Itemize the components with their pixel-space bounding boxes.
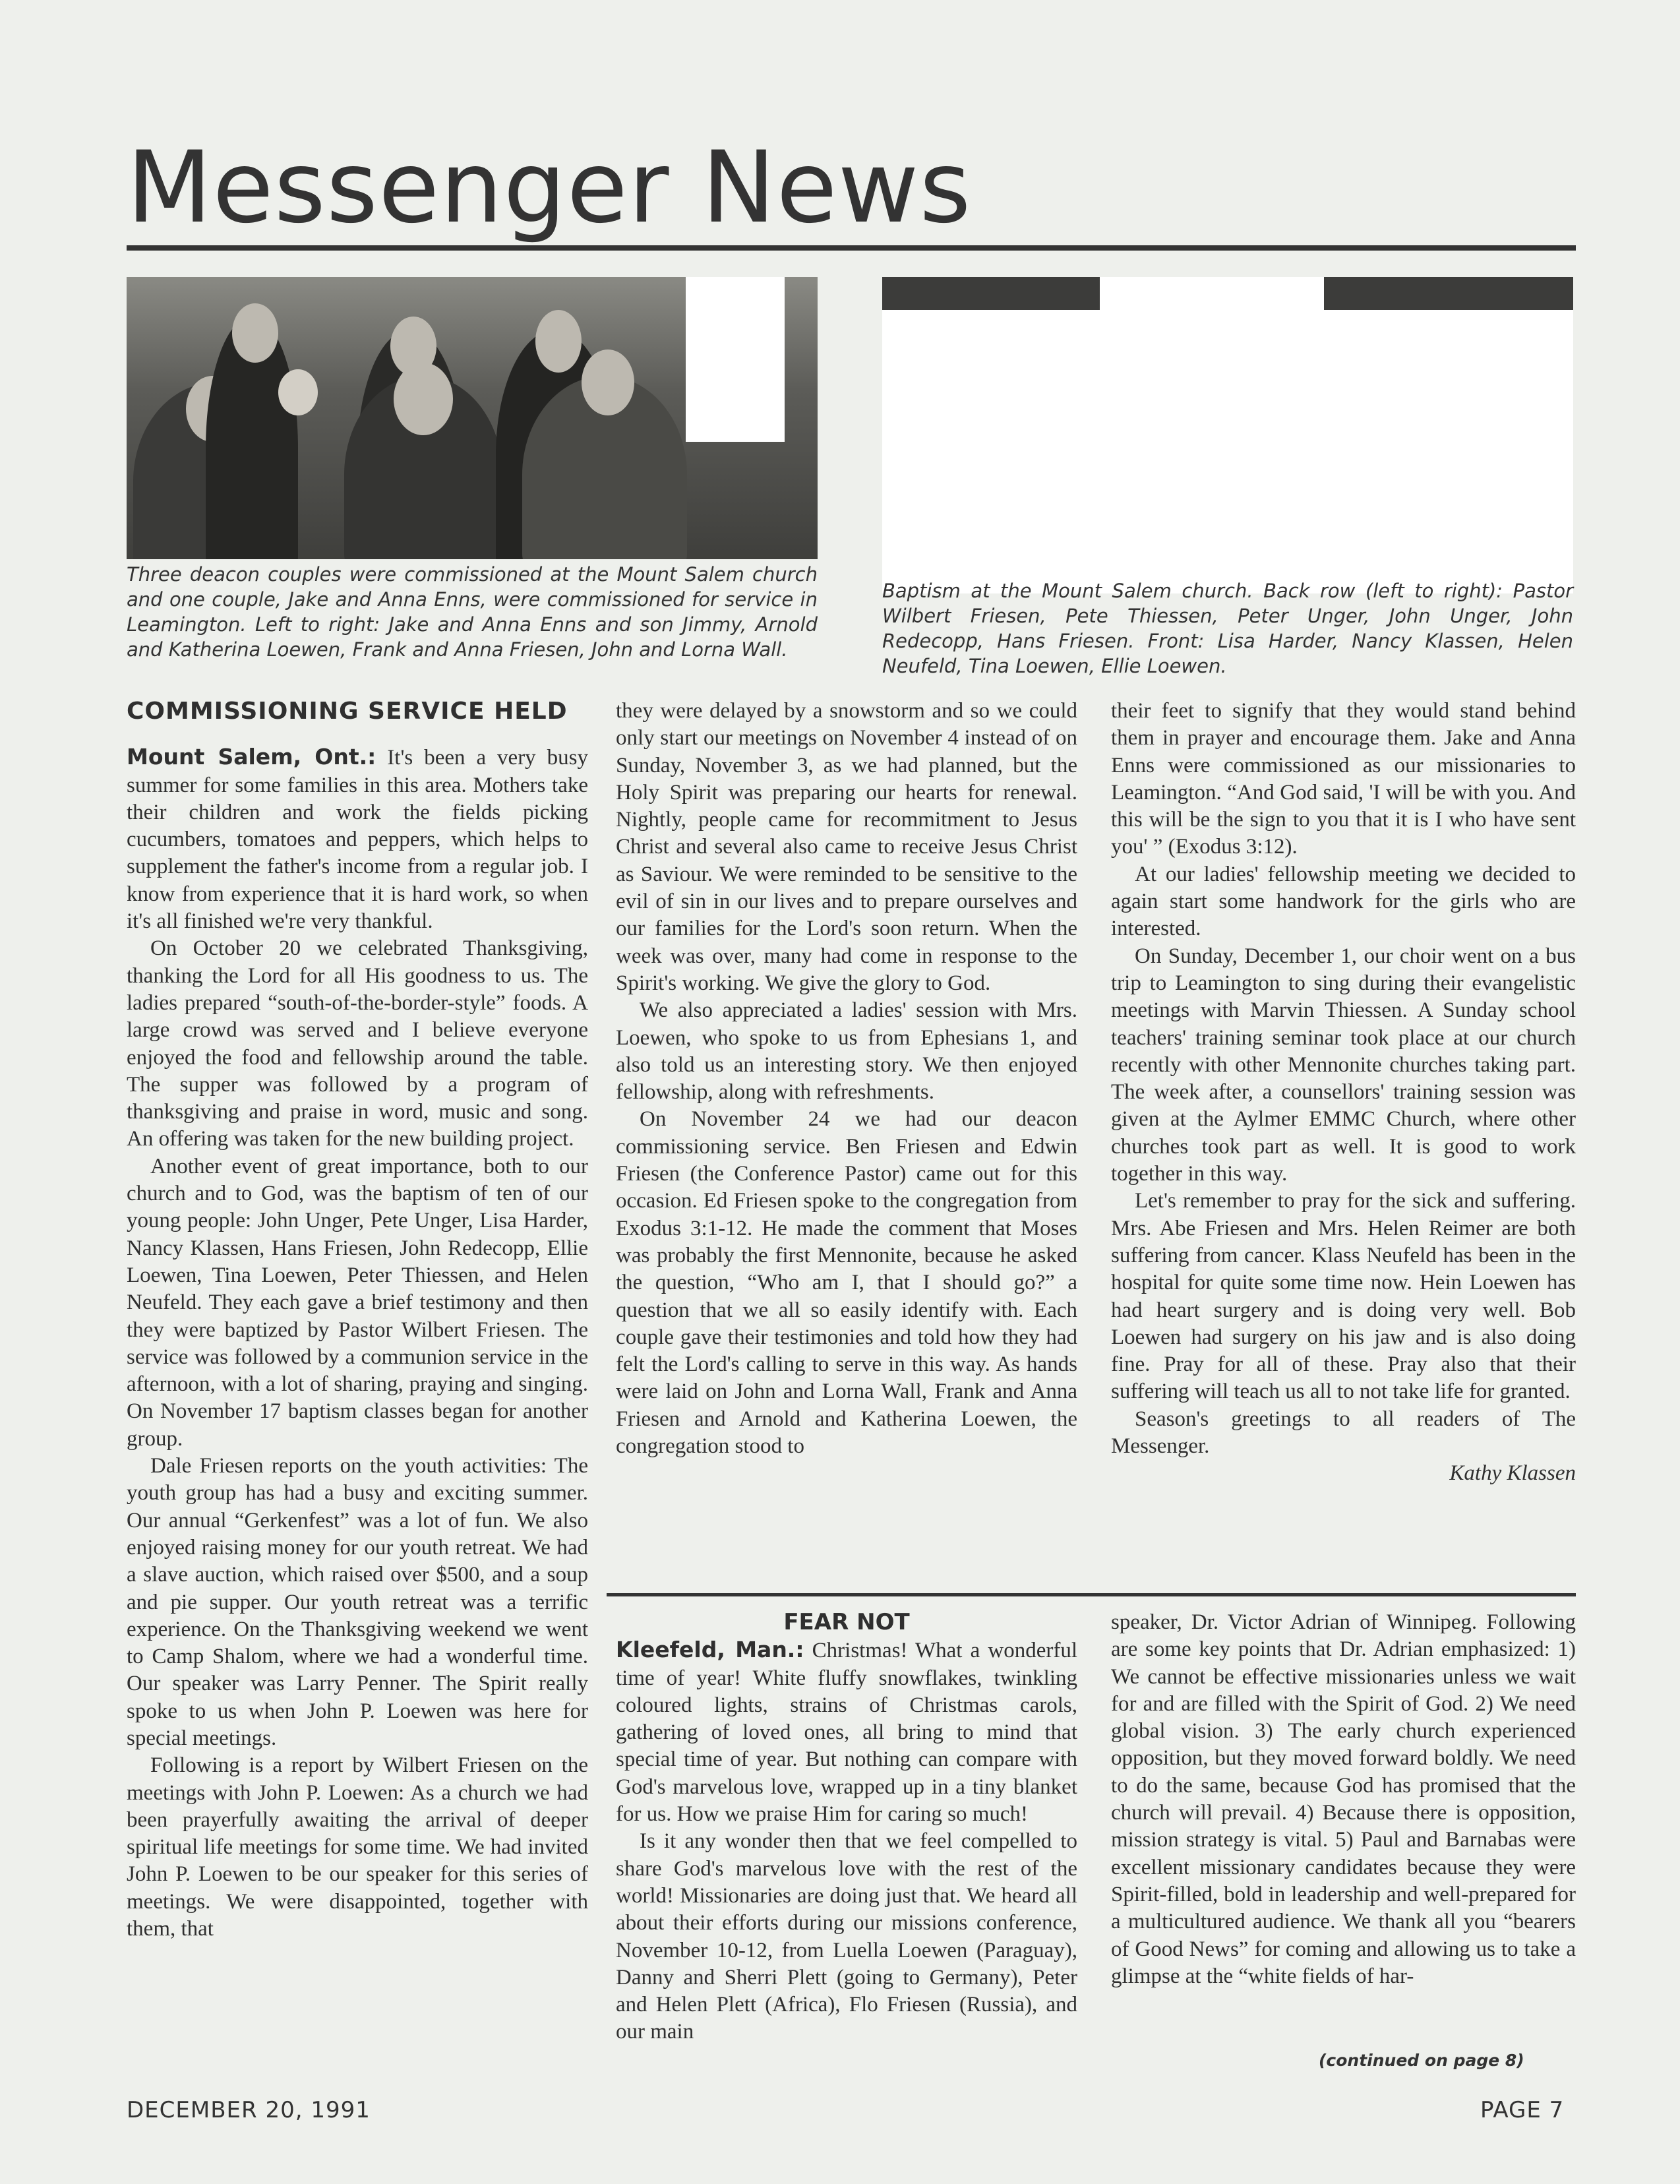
photo-caption-right: Baptism at the Mount Salem church. Back row (left to right): Pastor Wilbert Friesen, Pete Thiessen, Peter Unger, John Unger, John Redecopp, Hans Friesen. Front: Lisa Harder, Nancy Klassen, Helen Neufeld, Tina Loewen, Ellie Loewen. <box>882 580 1573 677</box>
baptism-photo <box>882 277 1573 593</box>
footer-date: DECEMBER 20, 1991 <box>127 2097 371 2123</box>
article1-column-2 <box>616 698 1077 1460</box>
masthead-rule <box>127 245 1576 251</box>
article2-column-2 <box>1111 1609 1576 1990</box>
article2-paragraph: Is it any wonder then that we feel compelled to share God's marvelous love with the rest of the world! Missionaries are doing just that. We heard all about their efforts during our missions conference, November 10-12, from Luella Loewen (Paraguay), Danny and Sherri Plett (going to Germany), Peter and Helen Plett (Africa), Flo Friesen (Russia), and our main <box>616 1829 1077 2044</box>
article1-paragraph: Following is a report by Wilbert Friesen on the meetings with John P. Loewen: As a church we had been prayerfully awaiting the arrival of deeper spiritual life meetings for some time. We had invited John P. Loewen to be our speaker for this series of meetings. We were disappointed, together with them, that <box>127 1753 588 1941</box>
section-divider <box>607 1593 1576 1596</box>
article1-paragraph: At our ladies' fellowship meeting we decided to again start some handwork for the girls who are interested. <box>1111 862 1576 941</box>
article2-heading: FEAR NOT <box>783 1609 910 1635</box>
article1-paragraph: their feet to signify that they would stand behind them in prayer and encourage them. Jake and Anna Enns were commissioned as our missionaries to Leamington. “And God said, 'I will be with you. And this will be the sign to you that it is I who have sent you' ” (Exodus 3:12). <box>1111 699 1576 859</box>
article1-paragraph: Mount Salem, Ont.: It's been a very busy summer for some families in this area. Mothers take their children and work the fields picking cucumbers, tomatoes and peppers, which helps to supplement the father's income from a regular job. I know from experience that it is hard work, so when it's all finished we're very thankful. <box>127 744 588 934</box>
article1-paragraph: Let's remember to pray for the sick and suffering. Mrs. Abe Friesen and Mrs. Helen Reimer are both suffering from cancer. Klass Neufeld has been in the hospital for quite some time now. Hein Loewen has had heart surgery and is doing very well. Bob Loewen had surgery on his jaw and is also doing fine. Pray for all of these. Pray also that their suffering will teach us all to not take life for granted. <box>1111 1189 1576 1404</box>
article1-paragraph: We also appreciated a ladies' session with Mrs. Loewen, who spoke to us from Ephesians 1, and also told us an interesting story. We then enjoyed fellowship, along with refreshments. <box>616 998 1077 1105</box>
article2-paragraph: speaker, Dr. Victor Adrian of Winnipeg. Following are some key points that Dr. Adrian emphasized: 1) We cannot be effective missionaries unless we wait for and are filled with the Spirit of God. 2) We need global vision. 3) The early church experienced opposition, but they moved forward boldly. We need to do the same, because God has promised that the church will prevail. 4) Because there is opposition, mission strategy is vital. 5) Paul and Barnabas were excellent missionary candidates because they were Spirit-filled, bold in leadership and well-prepared for a multicultured audience. We thank all you “bearers of Good News” for coming and allowing us to take a glimpse at the “white fields of har- <box>1111 1610 1576 1988</box>
article2-dateline: Kleefeld, Man.: <box>616 1637 804 1663</box>
article2-column-1 <box>616 1609 1077 2046</box>
article1-paragraph: they were delayed by a snowstorm and so we could only start our meetings on November 4 instead of on Sunday, November 3, as we had planned, but the Holy Spirit was preparing our hearts for renewal. Nightly, people came for recommitment to Jesus Christ and several also came to receive Jesus Christ as Saviour. We were reminded to be sensitive to the evil of sin in our lives and to prepare ourselves and our families for the Lord's soon return. When the week was over, many had come in response to the Spirit's working. We give the glory to God. <box>616 699 1077 995</box>
masthead-title: Messenger News <box>127 131 972 245</box>
article1-paragraph: Dale Friesen reports on the youth activities: The youth group has had a busy and exciting summer. Our annual “Gerkenfest” was a lot of fun. We also enjoyed raising money for our youth retreat. We had a slave auction, which raised over $500, and a soup and pie supper. Our youth retreat was a terrific experience. On the Thanksgiving weekend we went to Camp Shalom, where we had a wonderful time. Our speaker was Larry Penner. The Spirit really spoke to us when John P. Loewen was here for special meetings. <box>127 1454 588 1750</box>
deacon-couples-photo <box>127 277 818 559</box>
photo-caption-left: Three deacon couples were commissioned at the Mount Salem church and one couple, Jake and Anna Enns, were commissioned for service in Leamington. Left to right: Jake and Anna Enns and son Jimmy, Arnold and Katherina Loewen, Frank and Anna Friesen, John and Lorna Wall. <box>127 563 818 661</box>
article1-paragraph: Another event of great importance, both to our church and to God, was the baptism of ten of our young people: John Unger, Pete Unger, Lisa Harder, Nancy Klassen, Hans Friesen, John Redecopp, Ellie Loewen, Tina Loewen, Peter Thiessen, and Helen Neufeld. They each gave a brief testimony and then they were baptized by Pastor Wilbert Friesen. The service was followed by a communion service in the afternoon, with a lot of sharing, praying and singing. On November 17 baptism classes began for another group. <box>127 1154 588 1451</box>
article2-paragraph: Kleefeld, Man.: Christmas! What a wonderful time of year! White fluffy snowflakes, twinkling coloured lights, strains of Christmas carols, gathering of loved ones, all bring to mind that special time of year. But nothing can compare with God's marvelous love, wrapped up in a tiny blanket for us. How we praise Him for caring so much! <box>616 1637 1077 1827</box>
article1-paragraph: Season's greetings to all readers of The Messenger. <box>1111 1407 1576 1459</box>
article1-heading: COMMISSIONING SERVICE HELD <box>127 698 568 725</box>
article1-column-1 <box>127 698 588 1943</box>
article1-paragraph: On October 20 we celebrated Thanksgiving, thanking the Lord for all His goodness to us. The ladies prepared “south-of-the-border-style” foods. A large crowd was served and I believe everyone enjoyed the food and fellowship around the table. The supper was followed by a program of thanksgiving and praise in word, music and song. An offering was taken for the new building project. <box>127 936 588 1151</box>
article1-byline: Kathy Klassen <box>1449 1461 1576 1486</box>
article1-paragraph: On Sunday, December 1, our choir went on a bus trip to Leamington to sing during their evangelistic meetings with Marvin Thiessen. A Sunday school teachers' training seminar took place at our church recently with other Mennonite churches taking part. The week after, a counsellors' training session was given at the Aylmer EMMC Church, where other churches took part as well. It is good to work together in this way. <box>1111 944 1576 1186</box>
article1-dateline: Mount Salem, Ont.: <box>127 744 376 770</box>
article1-paragraph: On November 24 we had our deacon commissioning service. Ben Friesen and Edwin Friesen (the Conference Pastor) came out for this occasion. Ed Friesen spoke to the congregation from Exodus 3:1-12. He made the comment that Moses was probably the first Mennonite, because he asked the question, “Who am I, that I should go?” a question that we all so easily identify with. Each couple gave their testimonies and told how they had felt the Lord's calling to serve in this way. As hands were laid on John and Lorna Wall, Frank and Anna Friesen and Arnold and Katherina Loewen, the congregation stood to <box>616 1107 1077 1459</box>
continued-note: (continued on page 8) <box>1319 2051 1524 2070</box>
article1-column-3 <box>1111 698 1576 1488</box>
footer-page-number: PAGE 7 <box>1480 2097 1565 2123</box>
